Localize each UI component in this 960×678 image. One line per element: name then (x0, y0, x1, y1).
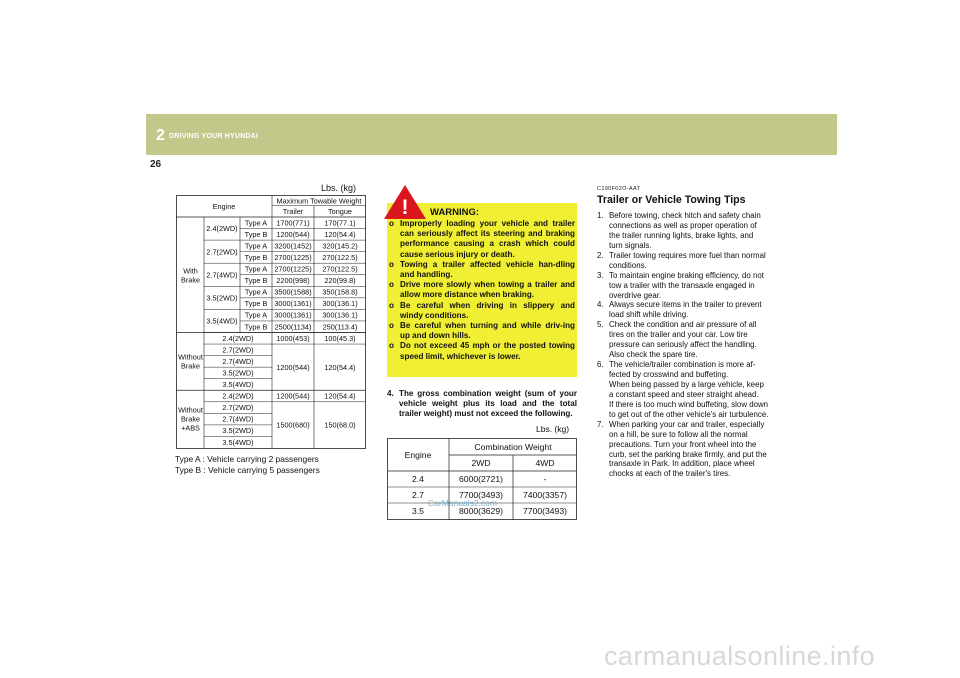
tongue-cell: 170(77.1) (324, 218, 356, 228)
tip-number: 5. (597, 320, 604, 330)
trailer-cell: 2500(1134) (274, 322, 312, 332)
center-watermark: CarManuals2.com (428, 498, 497, 508)
tip-item-7 (597, 420, 784, 480)
warning-item: o Do not exceed 45 mph or the posted towing speed limit, whichever is lower. (389, 341, 575, 361)
warning-item: o Drive more slowly when towing a trailer and allow more distance when braking. (389, 280, 575, 300)
group-label: Without (178, 352, 203, 362)
tip-text-line: Before towing, check hitch and safety chain (609, 211, 761, 220)
combination-unit-label: Lbs. (kg) (536, 424, 570, 434)
towing-capacity-table (176, 195, 366, 449)
comb-cell-4wd: 7400(3357) (523, 490, 567, 500)
tip-text-line: pressure can seriously affect the handling. (609, 340, 757, 350)
group-label: +ABS (181, 423, 200, 433)
tip-text-line: chocks at each of the trailer's tires. (609, 469, 731, 479)
trailer-cell: 2700(1225) (274, 252, 312, 262)
tip-number: 2. (597, 250, 604, 260)
header-tongue: Tongue (328, 207, 352, 216)
towing-unit-label: Lbs. (kg) (321, 183, 357, 193)
tip-number: 3. (597, 270, 604, 280)
engine-cell: 2.7(4WD) (222, 356, 254, 366)
tip-text-line: connections as well as proper operation of (609, 220, 757, 230)
tip-text-line: transaxle in Park. In addition, place wheel (609, 459, 755, 469)
comb-cell-engine: 2.4 (412, 474, 424, 484)
trailer-cell: 3000(1361) (274, 299, 312, 309)
group-label: Brake (180, 414, 201, 424)
engine-cell: 2.7(2WD) (206, 247, 238, 257)
tip-item-1 (597, 211, 784, 251)
trailer-cell: 1200(544) (276, 362, 310, 372)
tip-text-line: a constant speed and steer straight ahead. (609, 389, 759, 399)
towing-tips-list (597, 211, 784, 479)
section-title: Trailer or Vehicle Towing Tips (597, 194, 746, 206)
comb-cell-engine: 3.5 (412, 506, 424, 516)
group-label: Brake (180, 361, 201, 371)
tongue-cell: 350(158.8) (322, 287, 358, 297)
tip-number: 6. (597, 360, 604, 370)
gross-item-number: 4. (387, 389, 394, 398)
type-cell: Type A (244, 241, 268, 251)
tip-text-line: conditions. (609, 260, 647, 270)
svg-text:!: ! (401, 196, 409, 219)
tip-text-line: tow a trailer with the transaxle engaged in (609, 280, 755, 290)
tip-text-line: Always secure items in the trailer to prevent (609, 300, 762, 310)
engine-cell: 2.7(2WD) (222, 403, 254, 413)
tip-text-line: fected by crosswind and buffeting. (609, 370, 729, 379)
exclamation-triangle-icon (382, 183, 428, 221)
tip-text-line: turn signals. (609, 240, 652, 250)
tip-item-4 (597, 300, 784, 320)
comb-header-engine: Engine (404, 450, 432, 460)
header-max-towable: Maximum Towable Weight (276, 196, 362, 206)
trailer-cell: 2700(1225) (274, 264, 312, 274)
comb-header-weight: Combination Weight (474, 442, 552, 452)
tip-text-line: the trailer running lights, brake lights, and (609, 230, 754, 240)
trailer-cell: 3000(1361) (274, 310, 312, 320)
comb-cell-2wd: 7700(3493) (459, 490, 503, 500)
group-label: With (183, 266, 198, 276)
tongue-cell: 270(122.5) (322, 264, 358, 274)
page-number: 26 (150, 159, 162, 170)
engine-cell: 2.7(2WD) (222, 345, 254, 355)
type-cell: Type B (244, 299, 268, 309)
warning-item: o Be careful when driving in slippery and windy conditions. (389, 300, 575, 320)
tip-item-2 (597, 251, 784, 271)
comb-cell-2wd: 6000(2721) (459, 474, 503, 484)
header-engine: Engine (212, 202, 236, 211)
engine-cell: 3.5(2WD) (206, 293, 238, 303)
tip-number: 4. (597, 300, 604, 310)
tongue-cell: 120(54.4) (324, 391, 356, 401)
comb-cell-4wd: 7700(3493) (523, 506, 567, 516)
tip-text-line: tires on the trailer and your car. Low tire (609, 330, 748, 340)
type-cell: Type B (244, 252, 268, 262)
tip-text-line: Trailer towing requires more fuel than normal (609, 250, 766, 260)
bottom-watermark: carmanualsonline.info (604, 641, 876, 671)
tip-text-line: The vehicle/trailer combination is more af- (609, 360, 756, 370)
trailer-cell: 1200(544) (276, 391, 310, 401)
engine-cell: 3.5(2WD) (222, 368, 254, 378)
type-cell: Type A (244, 264, 268, 274)
type-cell: Type A (244, 218, 268, 228)
warning-list (389, 219, 575, 362)
tip-text-line: Also check the spare tire. (609, 350, 698, 360)
group-label: Brake (180, 275, 201, 285)
comb-header-2wd: 2WD (471, 458, 491, 468)
tip-text-line: Check the condition and air pressure of all (609, 320, 757, 330)
tip-text-line: overdrive gear. (609, 290, 662, 300)
trailer-cell: 1700(771) (276, 218, 310, 228)
tongue-cell: 120(54.4) (324, 362, 356, 372)
engine-cell: 2.7(4WD) (206, 270, 238, 280)
warning-item: o Improperly loading your vehicle and trailer can seriously affect its steering and braking performance causing a crash which could cause serious injury or death. (389, 219, 575, 259)
type-cell: Type A (244, 310, 268, 320)
tip-text-line: load shift while driving. (609, 310, 689, 320)
chapter-title: DRIVING YOUR HYUNDAI (169, 133, 259, 140)
engine-cell: 3.5(4WD) (222, 380, 254, 389)
tongue-cell: 220(99.8) (324, 276, 356, 286)
warning-title: WARNING: (430, 207, 480, 218)
tongue-cell: 150(68.0) (324, 420, 356, 430)
engine-cell: 3.5(2WD) (222, 426, 254, 436)
comb-cell-4wd: - (543, 474, 547, 484)
tongue-cell: 320(145.2) (322, 241, 358, 251)
tip-text-line: To maintain engine braking efficiency, do not (609, 270, 764, 280)
tongue-cell: 250(113.4) (322, 322, 358, 332)
comb-cell-engine: 2.7 (412, 490, 424, 500)
tip-item-6 (597, 360, 784, 420)
trailer-cell: 1500(680) (276, 420, 310, 430)
tongue-cell: 300(136.1) (322, 299, 358, 309)
tip-text-line: precautions. Turn your front wheel into the (609, 439, 757, 449)
warning-item: o Be careful when turning and while driv-ing up and down hills. (389, 321, 575, 341)
comb-header-4wd: 4WD (535, 458, 555, 468)
tip-text-line: curb, set the parking brake firmly, and put the (609, 449, 767, 459)
engine-cell: 2.4(2WD) (222, 391, 254, 401)
trailer-cell: 1000(453) (276, 333, 310, 343)
trailer-cell: 2200(998) (276, 276, 310, 286)
gross-weight-paragraph (387, 389, 577, 420)
tongue-cell: 300(136.1) (322, 310, 358, 320)
gross-item-text: The gross combination weight (sum of your vehicle weight plus its load and the total trailer weight) must not exceed the following. (399, 389, 577, 419)
tip-text-line: If there is too much wind buffeting, slow down (609, 399, 769, 409)
tip-text-line: When being passed by a large vehicle, keep (609, 379, 764, 389)
engine-cell: 2.4(2WD) (222, 333, 254, 343)
comb-cell-2wd: 8000(3629) (459, 506, 503, 516)
reference-code: C190F02O-AAT (597, 186, 641, 192)
engine-cell: 3.5(4WD) (222, 437, 254, 447)
tongue-cell: 100(45.3) (324, 333, 356, 343)
tip-text-line: to get out of the other vehicle's air turbulence. (609, 409, 769, 419)
type-cell: Type B (244, 229, 268, 239)
chapter-number: 2 (156, 127, 165, 144)
engine-cell: 2.4(2WD) (206, 224, 238, 234)
warning-item: o Towing a trailer affected vehicle han-dling and handling. (389, 259, 575, 280)
header-trailer: Trailer (282, 207, 304, 216)
tongue-cell: 120(54.4) (324, 229, 356, 239)
trailer-cell: 3500(1588) (274, 287, 312, 297)
trailer-cell: 1200(544) (276, 229, 310, 239)
tip-number: 7. (597, 419, 604, 429)
tip-text-line: When parking your car and trailer, especially (609, 419, 765, 429)
type-cell: Type A (244, 287, 268, 297)
trailer-cell: 3200(1452) (274, 241, 312, 251)
engine-cell: 3.5(4WD) (206, 316, 238, 326)
type-cell: Type B (244, 276, 268, 286)
tip-item-3 (597, 271, 784, 301)
tip-number: 1. (597, 211, 604, 220)
tongue-cell: 270(122.5) (322, 252, 358, 262)
footnote-type-a: Type A : Vehicle carrying 2 passengers (175, 454, 319, 464)
type-cell: Type B (244, 322, 268, 332)
group-label: Without (178, 405, 203, 415)
footnote-type-b: Type B : Vehicle carrying 5 passengers (175, 465, 320, 475)
tip-item-5 (597, 320, 784, 360)
engine-cell: 2.7(4WD) (222, 414, 254, 424)
tip-text-line: on a hill, be sure to follow all the normal (609, 429, 748, 439)
